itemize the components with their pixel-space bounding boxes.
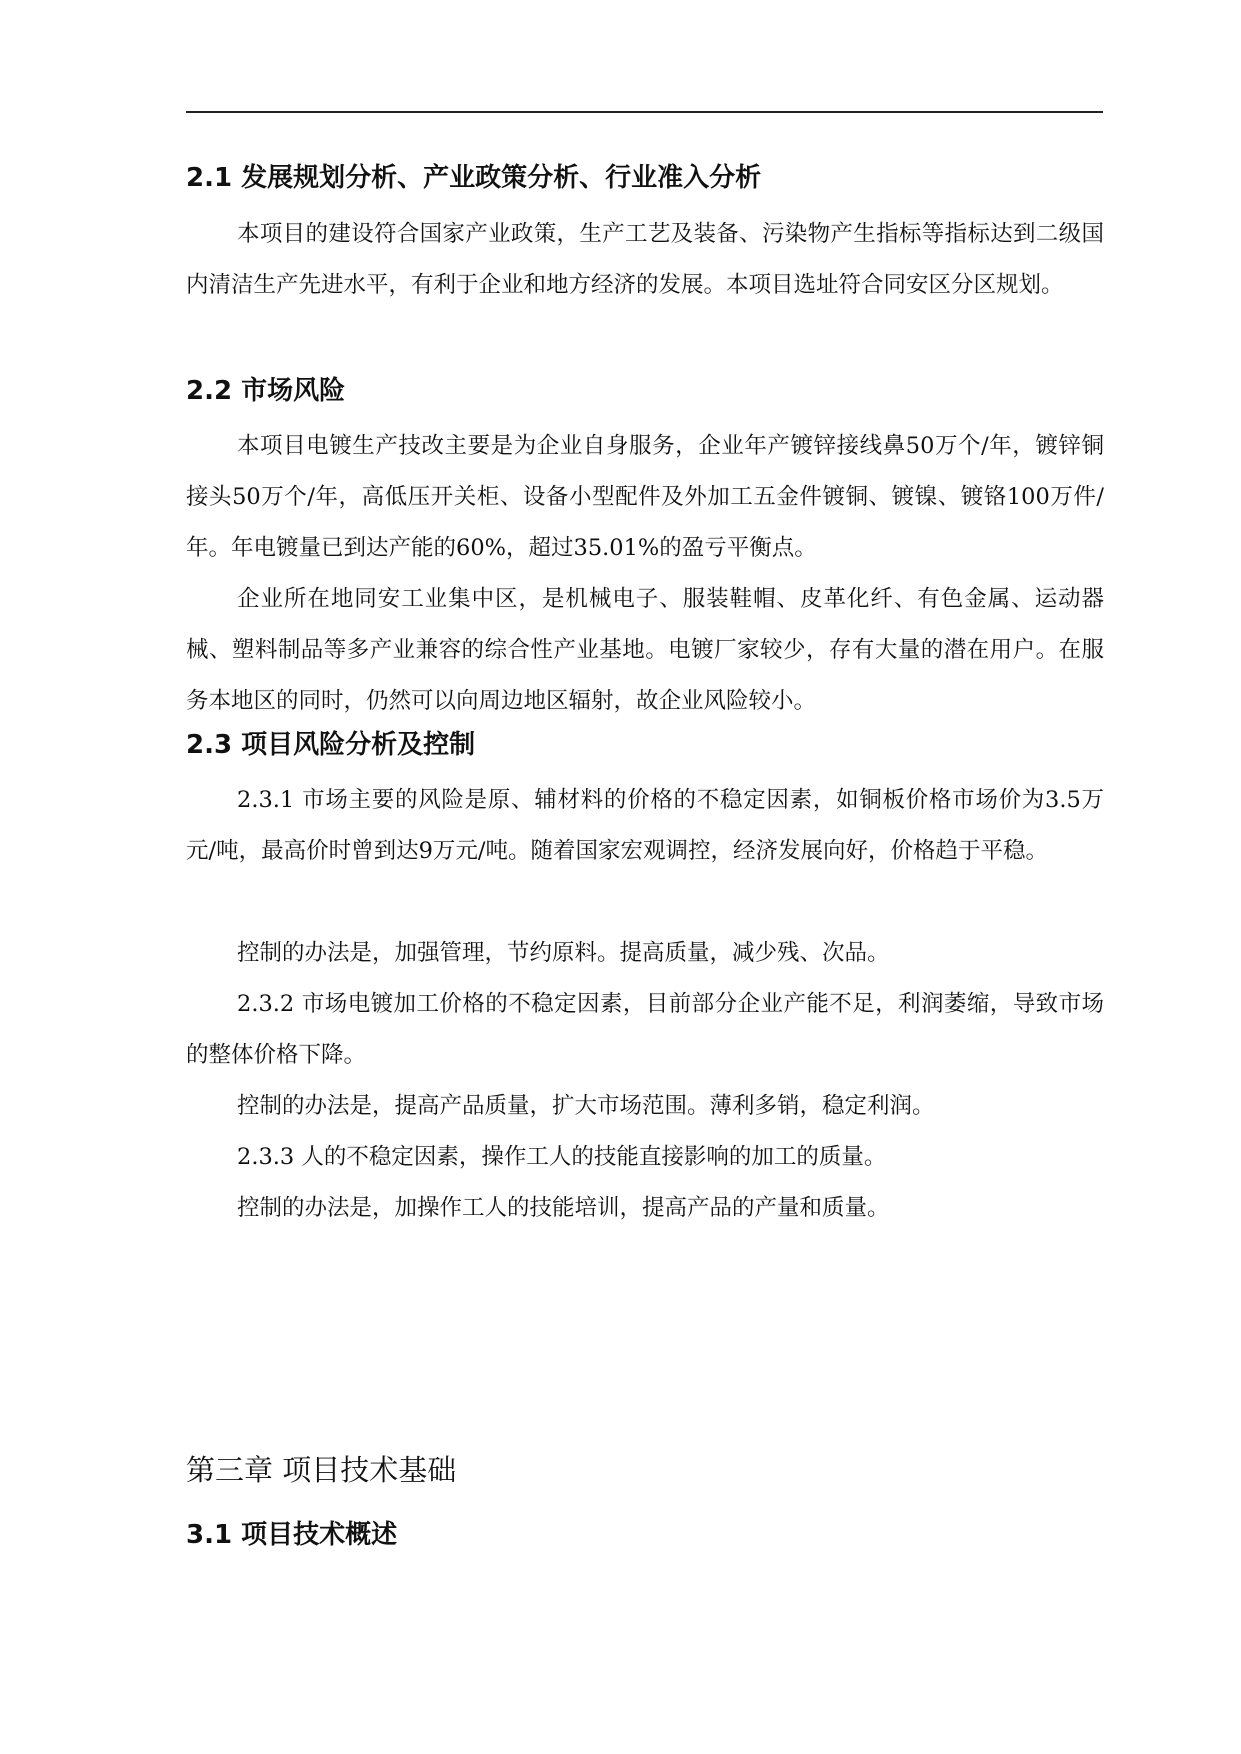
heading-2-2: 2.2 市场风险 [186, 376, 346, 406]
heading-3-1: 3.1 项目技术概述 [186, 1520, 398, 1550]
header-rule [186, 111, 1103, 113]
paragraph-2-2-1: 本项目电镀生产技改主要是为企业自身服务，企业年产镀锌接线鼻50万个/年，镀锌铜接头50万个/年，高低压开关柜、设备小型配件及外加工五金件镀铜、镀镍、镀铬100万件/年。年电镀量已到达产能的60%，超过35.01%的盈亏平衡点。 [186, 433, 1104, 561]
paragraph-2-1-1: 本项目的建设符合国家产业政策，生产工艺及装备、污染物产生指标等指标达到二级国内清洁生产先进水平，有利于企业和地方经济的发展。本项目选址符合同安区分区规划。 [186, 221, 1104, 298]
heading-2-1: 2.1 发展规划分析、产业政策分析、行业准入分析 [186, 163, 762, 193]
heading-2-3: 2.3 项目风险分析及控制 [186, 730, 476, 760]
paragraph-2-3-3: 2.3.2 市场电镀加工价格的不稳定因素，目前部分企业产能不足，利润萎缩，导致市场的整体价格下降。 [186, 991, 1104, 1068]
paragraph-2-3-4: 控制的办法是，提高产品质量，扩大市场范围。薄利多销，稳定利润。 [237, 1093, 935, 1119]
paragraph-2-3-6: 控制的办法是，加操作工人的技能培训，提高产品的产量和质量。 [237, 1195, 890, 1221]
paragraph-2-3-2: 控制的办法是，加强管理，节约原料。提高质量，减少残、次品。 [237, 940, 890, 966]
chapter-3-title: 第三章 项目技术基础 [186, 1453, 457, 1487]
paragraph-2-2-2: 企业所在地同安工业集中区，是机械电子、服装鞋帽、皮革化纤、有色金属、运动器械、塑料制品等多产业兼容的综合性产业基地。电镀厂家较少，存有大量的潜在用户。在服务本地区的同时，仍然可以向周边地区辐射，故企业风险较小。 [186, 586, 1104, 714]
paragraph-2-3-1: 2.3.1 市场主要的风险是原、辅材料的价格的不稳定因素，如铜板价格市场价为3.5万元/吨，最高价时曾到达9万元/吨。随着国家宏观调控，经济发展向好，价格趋于平稳。 [186, 787, 1104, 864]
paragraph-2-3-5: 2.3.3 人的不稳定因素，操作工人的技能直接影响的加工的质量。 [237, 1144, 887, 1170]
